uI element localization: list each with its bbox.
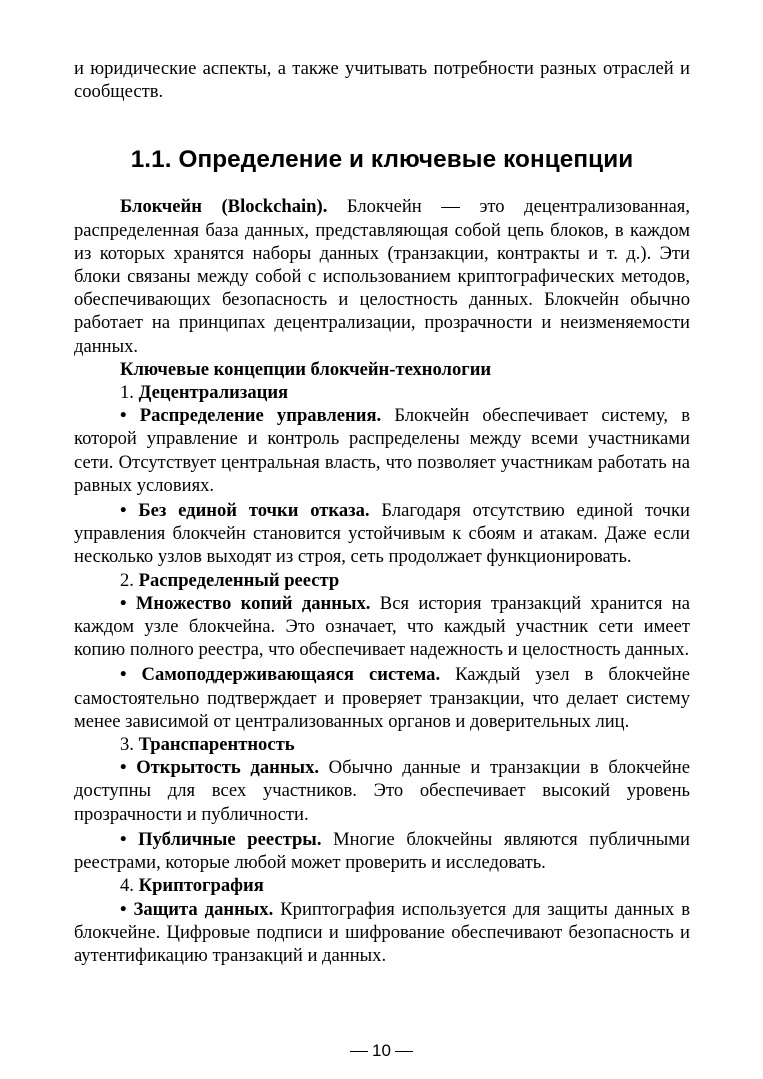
definition-term: Блокчейн (Blockchain). [120, 196, 328, 218]
point-text: Многие блокчейны являются публичными реестрами, которые любой может проверить и исследовать. [74, 828, 691, 874]
footer-dash-left [350, 1051, 368, 1052]
concept-heading-3: 3. Транспарентность [120, 734, 295, 756]
point-term: Множество копий данных. [135, 592, 371, 614]
concept-3-point-1 [74, 756, 690, 826]
definition-paragraph [74, 195, 690, 357]
page-number: 10 [372, 1041, 391, 1060]
point-term: Защита данных. [133, 898, 274, 920]
bullet: • [120, 500, 127, 522]
point-term: Открытость данных. [136, 757, 320, 779]
point-text: Каждый узел в блокчейне самостоятельно подтверждает и проверяет транзакции, что делает систему менее зависимой от централизованных органов и доверительных лиц. [74, 664, 690, 732]
concept-3-point-2 [74, 828, 690, 874]
point-text: Блокчейн обеспечивает систему, в которой управление и контроль распределены между всеми участниками сети. Отсутствует центральная власть, что позволяет участникам работать на равных условиях. [74, 405, 690, 496]
bullet: • [120, 828, 127, 850]
concept-2-point-2 [74, 663, 690, 733]
point-text: Обычно данные и транзакции в блокчейне доступны для всех участников. Это обеспечивает высокий уровень прозрачности и публичности. [74, 757, 691, 825]
point-term: Без единой точки отказа. [138, 500, 370, 522]
concept-heading-2: 2. Распределенный реестр [120, 569, 340, 591]
bullet: • [120, 592, 127, 614]
page-content [74, 57, 690, 967]
page-footer [0, 1040, 763, 1062]
section-title: 1.1. Определение и ключевые концепции [130, 146, 634, 174]
concept-1-point-1 [74, 404, 690, 497]
intro-paragraph: и юридические аспекты, а также учитывать потребности разных отраслей и сообществ. [74, 58, 690, 103]
concept-heading-4: 4. Криптография [120, 875, 264, 897]
point-term: Распределение управления. [139, 405, 382, 427]
bullet: • [120, 898, 127, 920]
concepts-heading: Ключевые концепции блокчейн-технологии [120, 358, 492, 380]
point-term: Публичные реестры. [138, 828, 322, 850]
bullet: • [120, 757, 127, 779]
point-text: Криптография используется для защиты данных в блокчейне. Цифровые подписи и шифрование обеспечивают безопасность и аутентификацию транзакций и данных. [74, 898, 691, 966]
point-term: Самоподдерживающаяся система. [141, 664, 441, 686]
definition-text: Блокчейн — это децентрализованная, распределенная база данных, представляющая собой цепь блоков, в каждом из которых хранятся наборы данных (транзакции, контракты и т. д.). Эти блоки связаны между собой с использованием криптографических методов, обеспечивающих безопасность и целостность данных. Блокчейн обычно работает на принципах децентрализации, прозрачности и неизменяемости данных. [74, 196, 690, 357]
point-text: Благодаря отсутствию единой точки управления блокчейн становится устойчивым к сбоям и атакам. Даже если несколько узлов выходят из строя, сеть продолжает функционировать. [74, 500, 690, 568]
concept-heading-1: 1. Децентрализация [120, 382, 289, 404]
point-text: Вся история транзакций хранится на каждом узле блокчейна. Это означает, что каждый участник сети имеет копию полного реестра, что обеспечивает надежность и целостность данных. [74, 592, 690, 661]
bullet: • [120, 664, 127, 686]
concept-1-point-2 [74, 499, 690, 569]
bullet: • [120, 405, 127, 427]
footer-dash-right [395, 1051, 413, 1052]
concept-4-point-1 [74, 898, 690, 968]
concept-2-point-1 [74, 592, 690, 662]
